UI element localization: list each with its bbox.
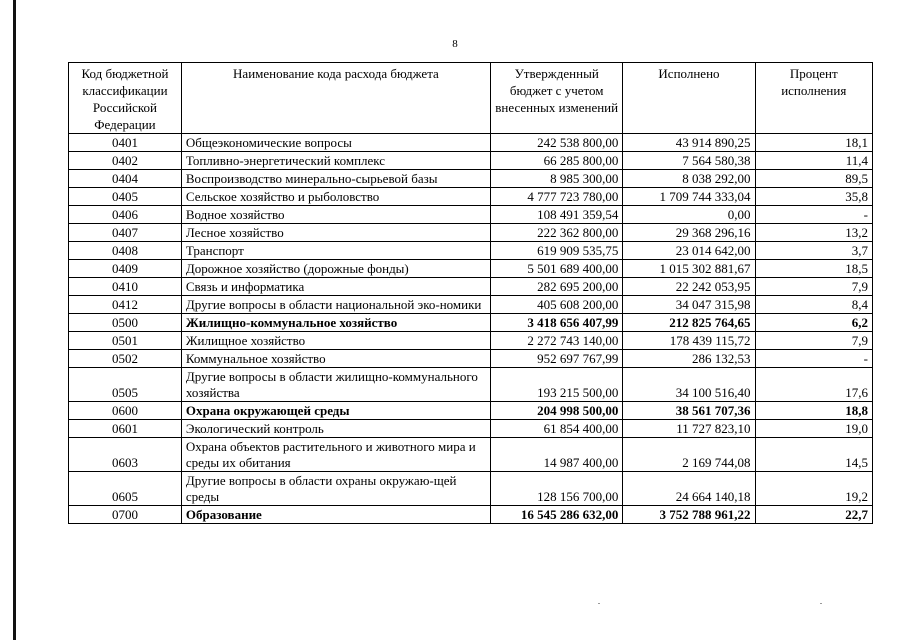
table-row <box>69 314 873 332</box>
row-code: 0501 <box>69 332 182 350</box>
row-approved: 66 285 800,00 <box>490 152 622 170</box>
row-percent: 11,4 <box>755 152 872 170</box>
row-code: 0505 <box>69 368 182 402</box>
table-row <box>69 438 873 472</box>
table-row <box>69 402 873 420</box>
row-executed: 0,00 <box>623 206 755 224</box>
row-executed: 11 727 823,10 <box>623 420 755 438</box>
row-name: Общеэкономические вопросы <box>181 134 490 152</box>
row-name: Коммунальное хозяйство <box>181 350 490 368</box>
table-row <box>69 332 873 350</box>
table-row <box>69 260 873 278</box>
row-code: 0408 <box>69 242 182 260</box>
row-executed: 34 100 516,40 <box>623 368 755 402</box>
row-name: Другие вопросы в области жилищно-коммунального хозяйства <box>181 368 490 402</box>
table-row <box>69 350 873 368</box>
row-code: 0601 <box>69 420 182 438</box>
row-executed: 1 015 302 881,67 <box>623 260 755 278</box>
row-code: 0700 <box>69 506 182 524</box>
table-row <box>69 206 873 224</box>
table-row <box>69 506 873 524</box>
row-name: Транспорт <box>181 242 490 260</box>
row-name: Жилищное хозяйство <box>181 332 490 350</box>
table-row <box>69 242 873 260</box>
row-approved: 619 909 535,75 <box>490 242 622 260</box>
scan-speck <box>820 603 822 604</box>
row-approved: 5 501 689 400,00 <box>490 260 622 278</box>
header-percent: Процент исполнения <box>755 63 872 134</box>
row-executed: 22 242 053,95 <box>623 278 755 296</box>
header-approved: Утвержденный бюджет с учетом внесенных изменений <box>490 63 622 134</box>
table-row <box>69 134 873 152</box>
row-percent: 6,2 <box>755 314 872 332</box>
row-executed: 3 752 788 961,22 <box>623 506 755 524</box>
scan-speck <box>598 603 600 604</box>
row-approved: 3 418 656 407,99 <box>490 314 622 332</box>
row-percent: 18,5 <box>755 260 872 278</box>
row-code: 0407 <box>69 224 182 242</box>
row-percent: 18,1 <box>755 134 872 152</box>
row-name: Воспроизводство минерально-сырьевой базы <box>181 170 490 188</box>
row-name: Другие вопросы в области охраны окружаю-щей среды <box>181 472 490 506</box>
table-row <box>69 188 873 206</box>
row-approved: 193 215 500,00 <box>490 368 622 402</box>
row-percent: 19,2 <box>755 472 872 506</box>
row-approved: 14 987 400,00 <box>490 438 622 472</box>
row-code: 0412 <box>69 296 182 314</box>
table-row <box>69 152 873 170</box>
row-approved: 222 362 800,00 <box>490 224 622 242</box>
row-executed: 43 914 890,25 <box>623 134 755 152</box>
row-approved: 952 697 767,99 <box>490 350 622 368</box>
row-approved: 16 545 286 632,00 <box>490 506 622 524</box>
table-row <box>69 170 873 188</box>
table-row <box>69 368 873 402</box>
row-executed: 1 709 744 333,04 <box>623 188 755 206</box>
row-percent: - <box>755 350 872 368</box>
row-name: Лесное хозяйство <box>181 224 490 242</box>
row-name: Связь и информатика <box>181 278 490 296</box>
row-name: Другие вопросы в области национальной эко-номики <box>181 296 490 314</box>
header-executed: Исполнено <box>623 63 755 134</box>
row-approved: 204 998 500,00 <box>490 402 622 420</box>
row-code: 0404 <box>69 170 182 188</box>
row-percent: 17,6 <box>755 368 872 402</box>
row-code: 0603 <box>69 438 182 472</box>
row-approved: 4 777 723 780,00 <box>490 188 622 206</box>
table-row <box>69 420 873 438</box>
row-name: Образование <box>181 506 490 524</box>
row-name: Экологический контроль <box>181 420 490 438</box>
table-row <box>69 296 873 314</box>
row-approved: 8 985 300,00 <box>490 170 622 188</box>
row-name: Сельское хозяйство и рыболовство <box>181 188 490 206</box>
row-executed: 38 561 707,36 <box>623 402 755 420</box>
row-executed: 212 825 764,65 <box>623 314 755 332</box>
row-name: Дорожное хозяйство (дорожные фонды) <box>181 260 490 278</box>
table-row <box>69 278 873 296</box>
row-code: 0409 <box>69 260 182 278</box>
row-name: Охрана окружающей среды <box>181 402 490 420</box>
row-executed: 7 564 580,38 <box>623 152 755 170</box>
row-executed: 8 038 292,00 <box>623 170 755 188</box>
row-code: 0405 <box>69 188 182 206</box>
row-percent: 8,4 <box>755 296 872 314</box>
row-code: 0401 <box>69 134 182 152</box>
row-code: 0600 <box>69 402 182 420</box>
row-executed: 24 664 140,18 <box>623 472 755 506</box>
row-executed: 286 132,53 <box>623 350 755 368</box>
row-executed: 23 014 642,00 <box>623 242 755 260</box>
row-percent: 35,8 <box>755 188 872 206</box>
table-header-row <box>69 63 873 134</box>
table-row <box>69 224 873 242</box>
header-name: Наименование кода расхода бюджета <box>181 63 490 134</box>
row-percent: 14,5 <box>755 438 872 472</box>
row-approved: 108 491 359,54 <box>490 206 622 224</box>
row-percent: 22,7 <box>755 506 872 524</box>
row-percent: 19,0 <box>755 420 872 438</box>
row-approved: 282 695 200,00 <box>490 278 622 296</box>
row-name: Водное хозяйство <box>181 206 490 224</box>
row-executed: 2 169 744,08 <box>623 438 755 472</box>
row-name: Охрана объектов растительного и животного мира и среды их обитания <box>181 438 490 472</box>
row-executed: 34 047 315,98 <box>623 296 755 314</box>
row-percent: 7,9 <box>755 278 872 296</box>
row-approved: 242 538 800,00 <box>490 134 622 152</box>
scan-edge-bar <box>13 0 16 640</box>
row-percent: 89,5 <box>755 170 872 188</box>
row-percent: 13,2 <box>755 224 872 242</box>
row-percent: 3,7 <box>755 242 872 260</box>
row-approved: 128 156 700,00 <box>490 472 622 506</box>
row-approved: 2 272 743 140,00 <box>490 332 622 350</box>
row-code: 0605 <box>69 472 182 506</box>
row-code: 0410 <box>69 278 182 296</box>
budget-table <box>68 62 873 524</box>
row-approved: 61 854 400,00 <box>490 420 622 438</box>
table-row <box>69 472 873 506</box>
header-code: Код бюджетной классификации Российской Федерации <box>69 63 182 134</box>
row-code: 0402 <box>69 152 182 170</box>
row-code: 0406 <box>69 206 182 224</box>
row-code: 0500 <box>69 314 182 332</box>
row-executed: 178 439 115,72 <box>623 332 755 350</box>
row-name: Жилищно-коммунальное хозяйство <box>181 314 490 332</box>
page-number: 8 <box>452 38 458 50</box>
row-percent: 7,9 <box>755 332 872 350</box>
row-percent: - <box>755 206 872 224</box>
row-approved: 405 608 200,00 <box>490 296 622 314</box>
row-code: 0502 <box>69 350 182 368</box>
row-percent: 18,8 <box>755 402 872 420</box>
row-executed: 29 368 296,16 <box>623 224 755 242</box>
row-name: Топливно-энергетический комплекс <box>181 152 490 170</box>
